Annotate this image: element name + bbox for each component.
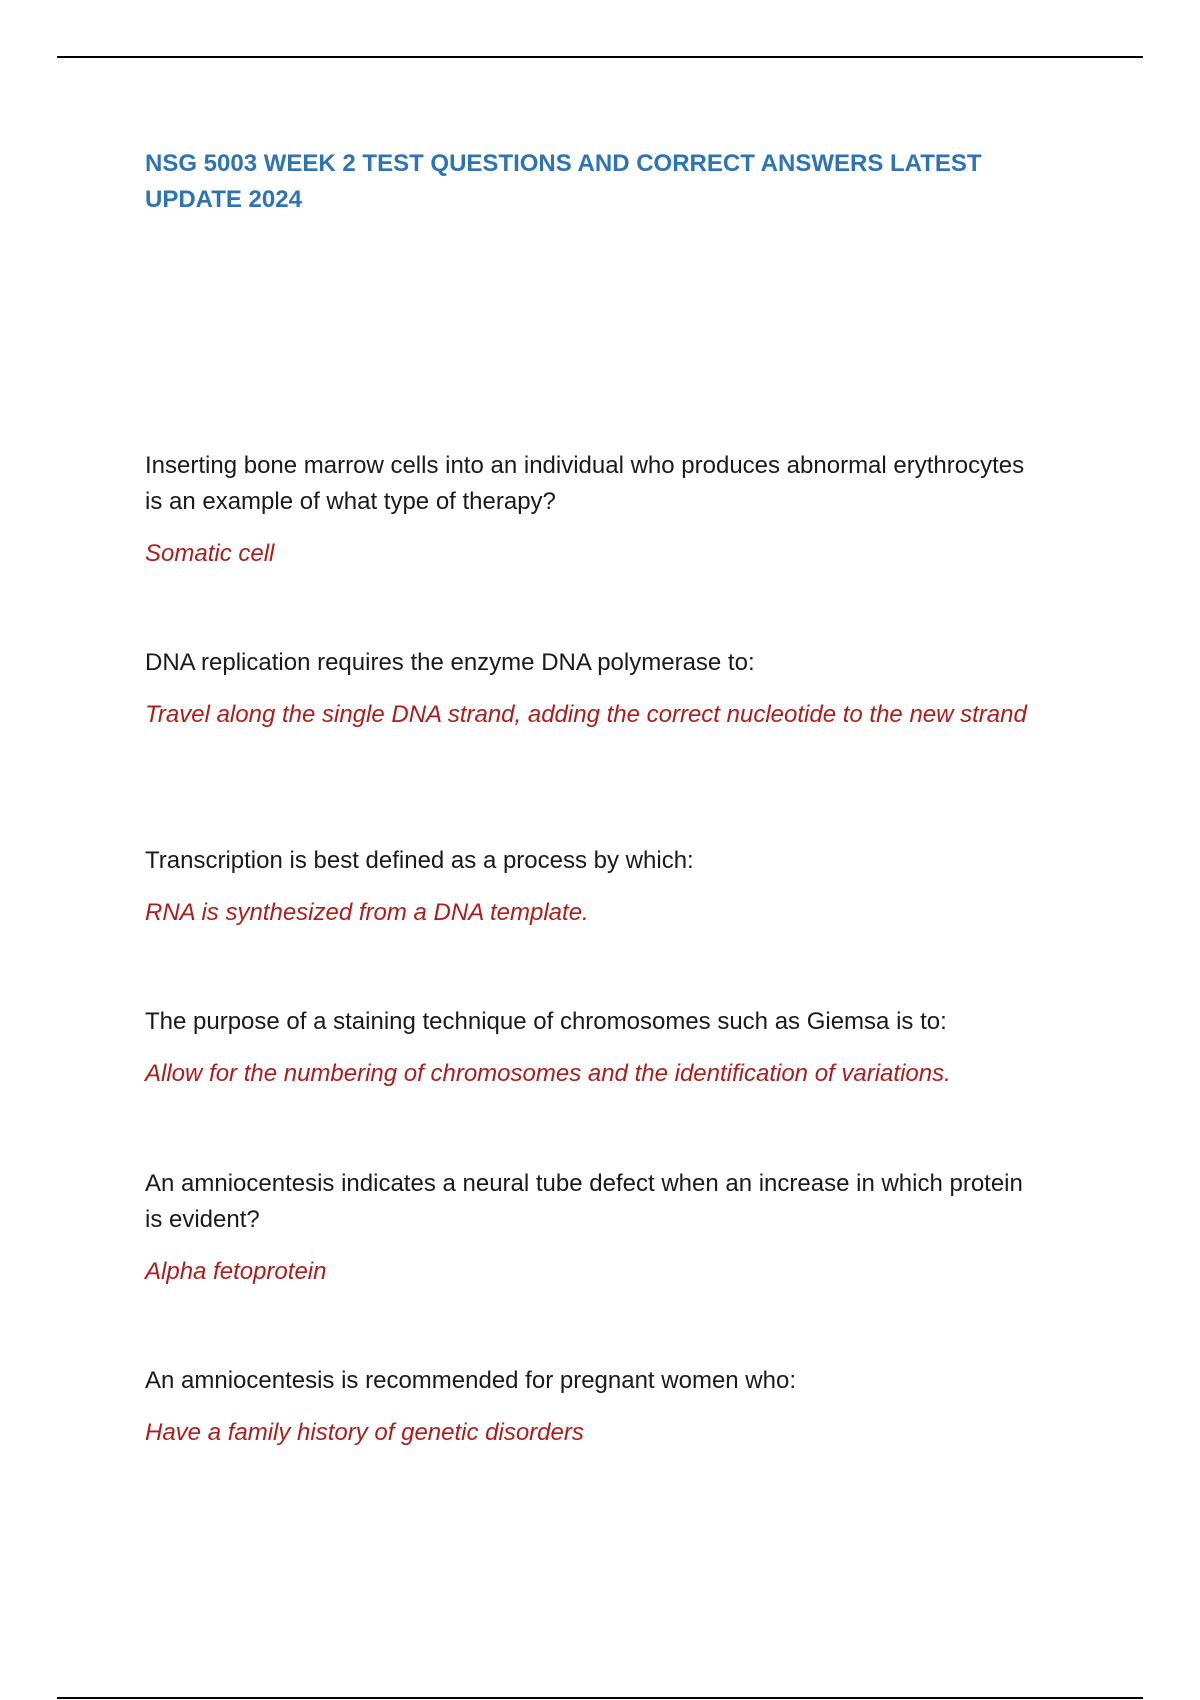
answer-4: Allow for the numbering of chromosomes and the identification of variations.: [145, 1060, 951, 1087]
qa-item-1: [145, 448, 1045, 572]
question-3: Transcription is best defined as a process by which:: [145, 847, 694, 874]
question-1: Inserting bone marrow cells into an individual who produces abnormal erythrocytes is an example of what type of therapy?: [145, 452, 1025, 515]
document-title: NSG 5003 WEEK 2 TEST QUESTIONS AND CORRECT ANSWERS LATEST UPDATE 2024: [145, 150, 982, 213]
answer-5: Alpha fetoprotein: [145, 1258, 327, 1285]
question-2: DNA replication requires the enzyme DNA polymerase to:: [145, 649, 755, 676]
qa-item-6: [145, 1363, 1045, 1451]
question-5: An amniocentesis indicates a neural tube defect when an increase in which protein is evident?: [145, 1170, 1023, 1233]
bottom-rule: [57, 1697, 1143, 1699]
question-6: An amniocentesis is recommended for pregnant women who:: [145, 1367, 796, 1394]
answer-2: Travel along the single DNA strand, adding the correct nucleotide to the new strand: [145, 701, 1027, 728]
qa-item-5: [145, 1166, 1045, 1290]
answer-3: RNA is synthesized from a DNA template.: [145, 899, 589, 926]
qa-item-4: [145, 1004, 1045, 1092]
question-4: The purpose of a staining technique of chromosomes such as Giemsa is to:: [145, 1008, 947, 1035]
top-rule: [57, 56, 1143, 58]
answer-1: Somatic cell: [145, 540, 275, 567]
qa-item-2: [145, 645, 1045, 733]
qa-item-3: [145, 843, 1045, 931]
answer-6: Have a family history of genetic disorders: [145, 1419, 584, 1446]
